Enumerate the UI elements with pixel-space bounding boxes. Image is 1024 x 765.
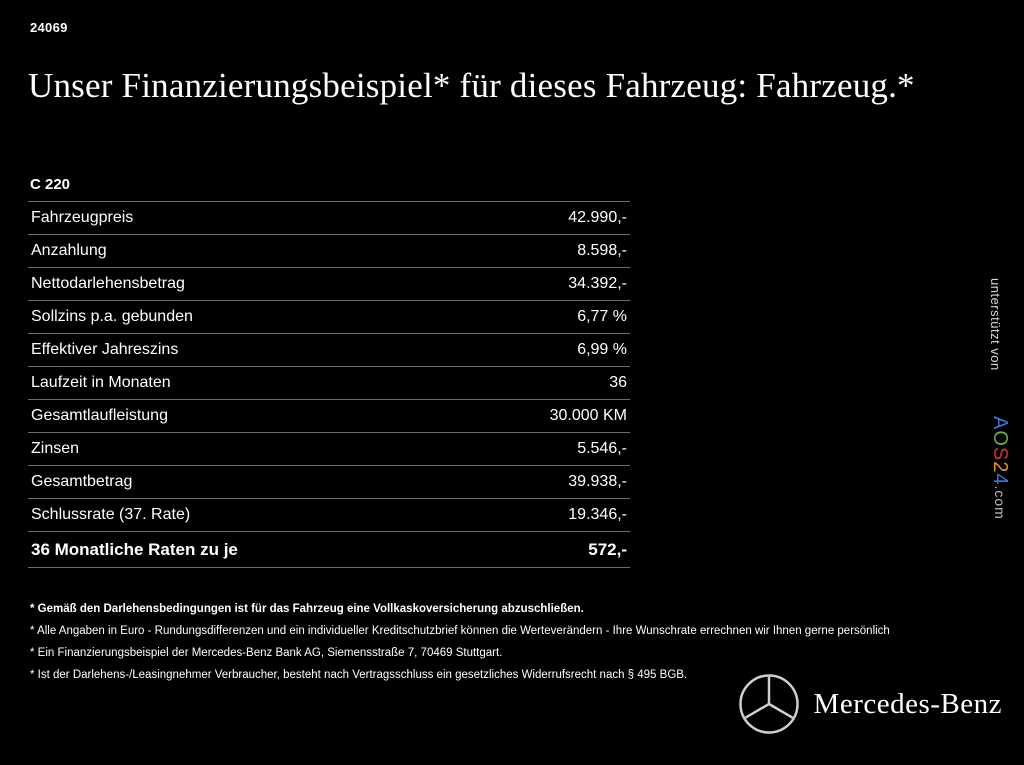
table-row — [28, 333, 630, 366]
mercedes-benz-wordmark: Mercedes-Benz — [813, 687, 1002, 720]
footnote: * Gemäß den Darlehensbedingungen ist für das Fahrzeug eine Vollkaskoversicherung abzuschließen. — [30, 603, 584, 615]
aos24-brand-logo — [988, 416, 1011, 520]
finance-table — [28, 201, 630, 568]
row-label: Laufzeit in Monaten — [31, 374, 171, 391]
sidebar-supported-by — [988, 278, 1010, 568]
brand-letter-a: A — [989, 416, 1011, 431]
table-row — [28, 300, 630, 333]
row-value: 6,99 % — [577, 341, 627, 358]
table-row-total — [28, 531, 630, 568]
row-label: Zinsen — [31, 440, 80, 457]
row-value: 34.392,- — [568, 275, 627, 292]
footnote: * Ist der Darlehens-/Leasingnehmer Verbraucher, besteht nach Vertragsschluss ein gesetzliches Widerrufsrecht nach § 495 BGB. — [30, 669, 688, 681]
row-label: Sollzins p.a. gebunden — [31, 308, 193, 325]
brand-letter-o: O — [989, 430, 1011, 447]
row-value: 19.346,- — [568, 506, 627, 523]
row-label: Gesamtlaufleistung — [31, 407, 168, 424]
table-row — [28, 234, 630, 267]
mercedes-star-icon — [738, 673, 800, 735]
row-value: 36 — [609, 374, 627, 391]
table-row — [28, 366, 630, 399]
vehicle-model-label: C 220 — [30, 176, 71, 193]
page-title: Unser Finanzierungsbeispiel* für dieses Fahrzeug: Fahrzeug.* — [28, 66, 915, 105]
mercedes-benz-logo — [738, 673, 1002, 735]
row-value: 30.000 KM — [549, 407, 627, 424]
row-value: 8.598,- — [577, 242, 627, 259]
total-label: 36 Monatliche Raten zu je — [31, 539, 238, 559]
row-value: 6,77 % — [577, 308, 627, 325]
footnote: * Alle Angaben in Euro - Rundungsdifferenzen und ein individueller Kreditschutzbrief können die Werteverändern - Ihre Wunschrate errechnen wir Ihnen gerne persönlich — [30, 625, 890, 637]
row-label: Fahrzeugpreis — [31, 209, 134, 226]
table-row — [28, 465, 630, 498]
row-value: 5.546,- — [577, 440, 627, 457]
table-row — [28, 267, 630, 300]
total-value: 572,- — [588, 539, 627, 559]
row-value: 42.990,- — [568, 209, 627, 226]
row-label: Nettodarlehensbetrag — [31, 275, 185, 292]
brand-letter-s: S — [989, 446, 1011, 462]
table-row — [28, 201, 630, 234]
row-label: Effektiver Jahreszins — [31, 341, 179, 358]
row-label: Schlussrate (37. Rate) — [31, 506, 191, 523]
table-row — [28, 399, 630, 432]
table-row — [28, 498, 630, 531]
row-label: Gesamtbetrag — [31, 473, 133, 490]
supported-by-label: unterstützt von — [988, 278, 1003, 371]
footnote: * Ein Finanzierungsbeispiel der Mercedes-Benz Bank AG, Siemensstraße 7, 70469 Stuttgart. — [30, 647, 503, 659]
brand-digit-4: 4 — [989, 473, 1011, 486]
table-row — [28, 432, 630, 465]
row-label: Anzahlung — [31, 242, 107, 259]
row-value: 39.938,- — [568, 473, 627, 490]
reference-number: 24069 — [30, 20, 68, 35]
brand-digit-2: 2 — [989, 461, 1011, 474]
brand-domain-suffix: .com — [992, 485, 1008, 520]
